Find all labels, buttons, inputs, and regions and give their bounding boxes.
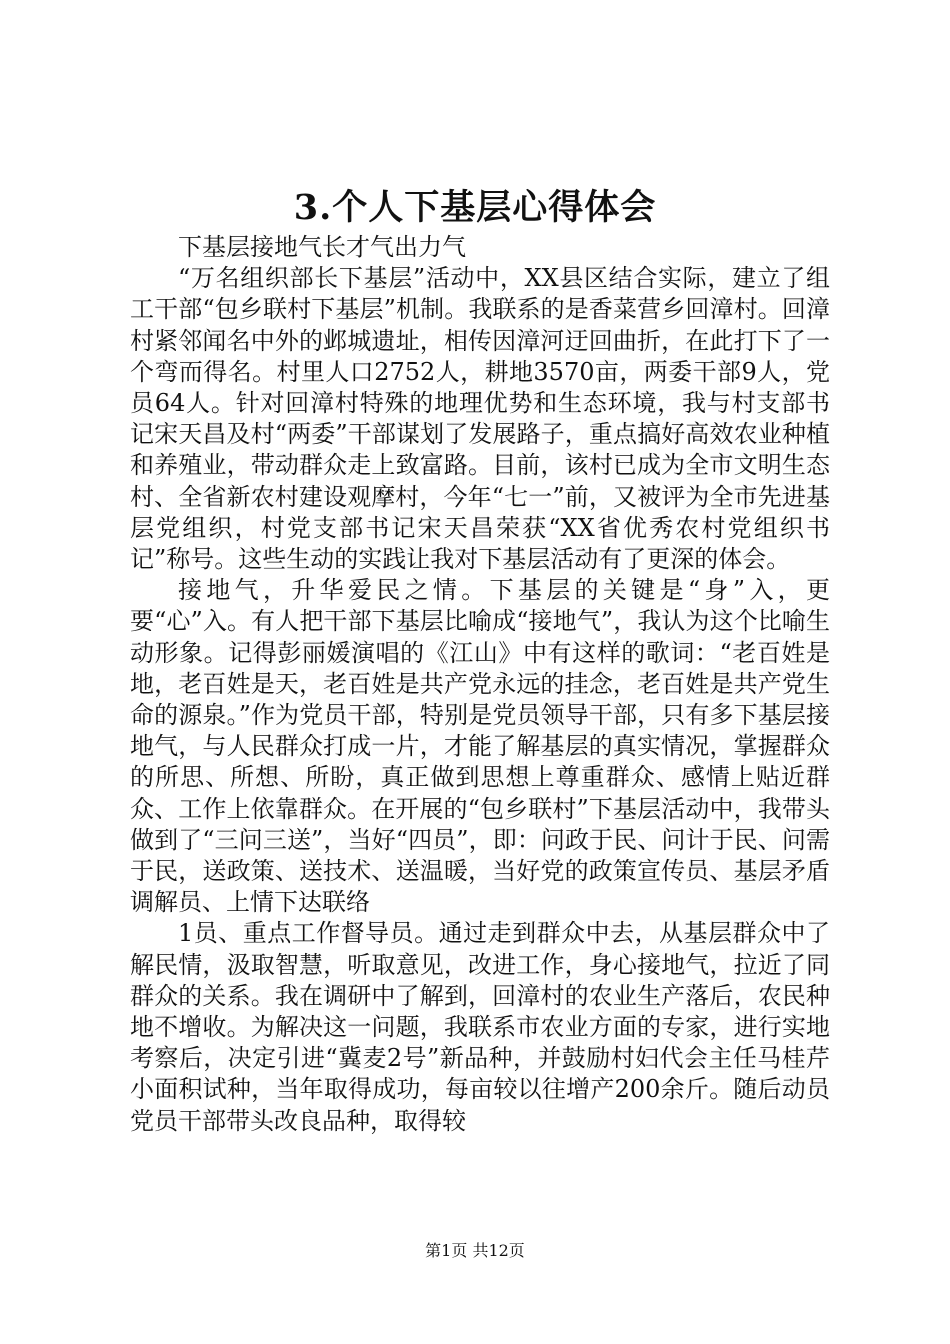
- document-title: 3.个人下基层心得体会: [293, 187, 657, 228]
- body-paragraph: “万名组织部长下基层”活动中，XX县区结合实际，建立了组工干部“包乡联村下基层”机制。我联系的是香菜营乡回漳村。回漳村紧邻闻名中外的邺城遗址，相传因漳河迂回曲折，在此打下了一个弯而得名。村里人口2752人，耕地3570亩，两委干部9人，党员64人。针对回漳村特殊的地理优势和生态环境，我与村支部书记宋天昌及村“两委”干部谋划了发展路子，重点搞好高效农业种植和养殖业，带动群众走上致富路。目前，该村已成为全市文明生态村、全省新农村建设观摩村，今年“七一”前，又被评为全市先进基层党组织，村党支部书记宋天昌荣获“XX省优秀农村党组织书记”称号。这些生动的实践让我对下基层活动有了更深的体会。: [130, 264, 830, 574]
- body-paragraph: 下基层接地气长才气出力气: [178, 233, 466, 261]
- document-body: [130, 232, 830, 1137]
- page-number-footer: 第1页 共12页: [425, 1241, 525, 1260]
- body-paragraph: 1员、重点工作督导员。通过走到群众中去，从基层群众中了解民情，汲取智慧，听取意见，改进工作，身心接地气，拉近了同群众的关系。我在调研中了解到，回漳村的农业生产落后，农民种地不增收。为解决这一问题，我联系市农业方面的专家，进行实地考察后，决定引进“冀麦2号”新品种，并鼓励村妇代会主任马桂芹小面积试种，当年取得成功，每亩较以往增产200余斤。随后动员党员干部带头改良品种，取得较: [130, 919, 830, 1135]
- body-paragraph: 接地气，升华爱民之情。下基层的关键是“身”入，更要“心”入。有人把干部下基层比喻成“接地气”，我认为这个比喻生动形象。记得彭丽媛演唱的《江山》中有这样的歌词：“老百姓是地，老百姓是天，老百姓是共产党永远的挂念，老百姓是共产党生命的源泉。”作为党员干部，特别是党员领导干部，只有多下基层接地气，与人民群众打成一片，才能了解基层的真实情况，掌握群众的所思、所想、所盼，真正做到思想上尊重群众、感情上贴近群众、工作上依靠群众。在开展的“包乡联村”下基层活动中，我带头做到了“三问三送”，当好“四员”，即：问政于民、问计于民、问需于民，送政策、送技术、送温暖，当好党的政策宣传员、基层矛盾调解员、上情下达联络: [130, 576, 830, 917]
